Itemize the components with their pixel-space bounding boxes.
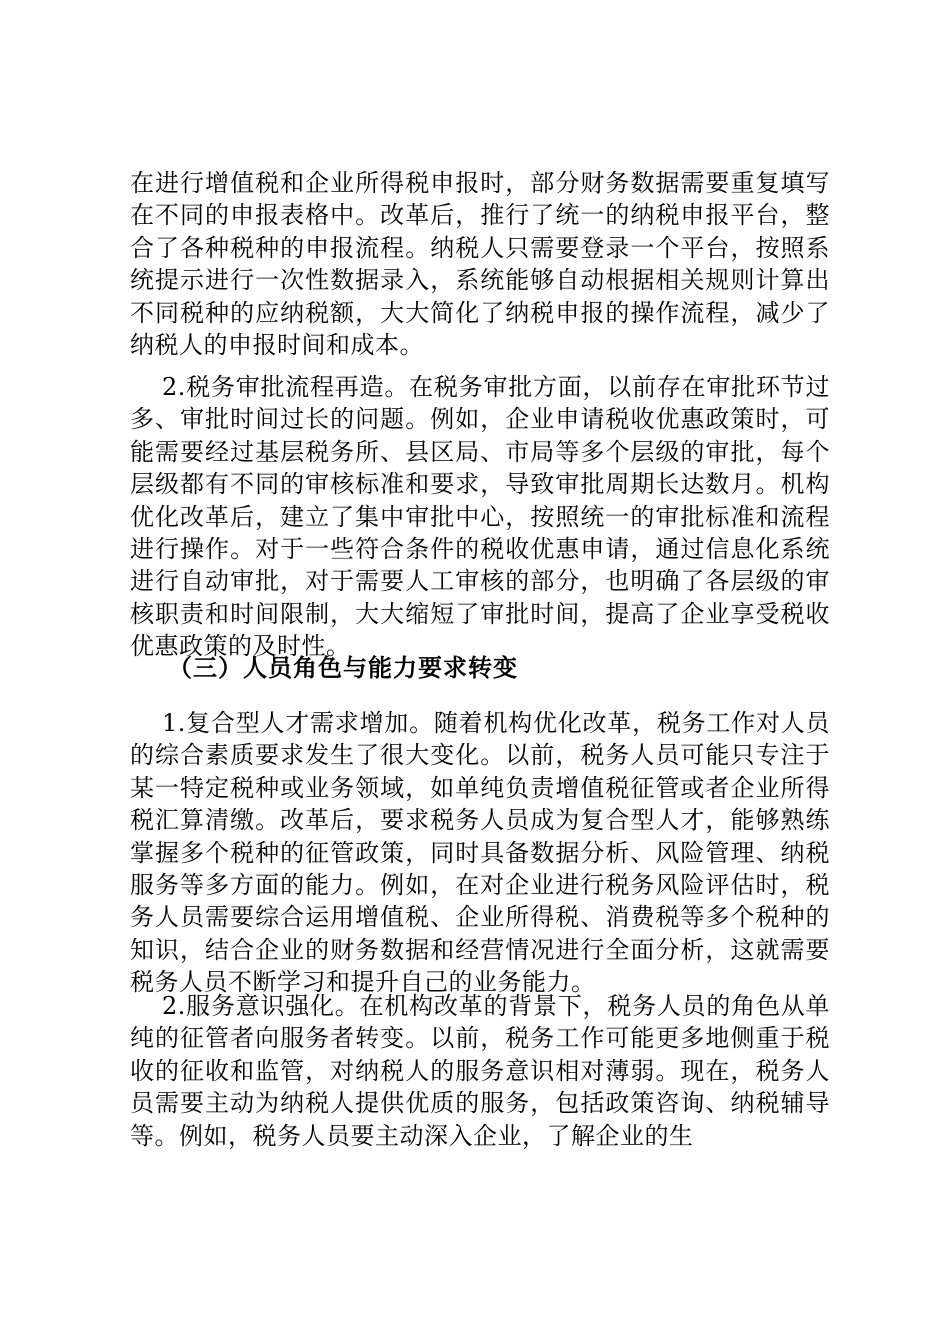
paragraph-composite-talent: 1.复合型人才需求增加。随着机构优化改革，税务工作对人员的综合素质要求发生了很大变化。以前，税务人员可能只专注于某一特定税种或业务领域，如单纯负责增值税征管或者企业所得税汇算清缴。改革后，要求税务人员成为复合型人才，能够熟练掌握多个税种的征管政策，同时具备数据分析、风险管理、纳税服务等多方面的能力。例如，在对企业进行税务风险评估时，税务人员需要综合运用增值税、企业所得税、消费税等多个税种的知识，结合企业的财务数据和经营情况进行全面分析，这就需要税务人员不断学习和提升自己的业务能力。	[130, 709, 830, 997]
paragraph-approval-process: 2.税务审批流程再造。在税务审批方面，以前存在审批环节过多、审批时间过长的问题。例如，企业申请税收优惠政策时，可能需要经过基层税务所、县区局、市局等多个层级的审批，每个层级都有不同的审核标准和要求，导致审批周期长达数月。机构优化改革后，建立了集中审批中心，按照统一的审批标准和流程进行操作。对于一些符合条件的税收优惠申请，通过信息化系统进行自动审批，对于需要人工审核的部分，也明确了各层级的审核职责和时间限制，大大缩短了审批时间，提高了企业享受税收优惠政策的及时性。	[130, 373, 830, 661]
paragraph-service-awareness: 2.服务意识强化。在机构改革的背景下，税务人员的角色从单纯的征管者向服务者转变。以前，税务工作可能更多地侧重于税收的征收和监管，对纳税人的服务意识相对薄弱。现在，税务人员需要主动为纳税人提供优质的服务，包括政策咨询、纳税辅导等。例如，税务人员要主动深入企业，了解企业的生	[130, 992, 830, 1150]
section-heading: （三）人员角色与能力要求转变	[168, 654, 518, 682]
paragraph-tax-filing-platform: 在进行增值税和企业所得税申报时，部分财务数据需要重复填写在不同的申报表格中。改革后，推行了统一的纳税申报平台，整合了各种税种的申报流程。纳税人只需要登录一个平台，按照系统提示进行一次性数据录入，系统能够自动根据相关规则计算出不同税种的应纳税额，大大简化了纳税申报的操作流程，减少了纳税人的申报时间和成本。	[130, 169, 830, 360]
